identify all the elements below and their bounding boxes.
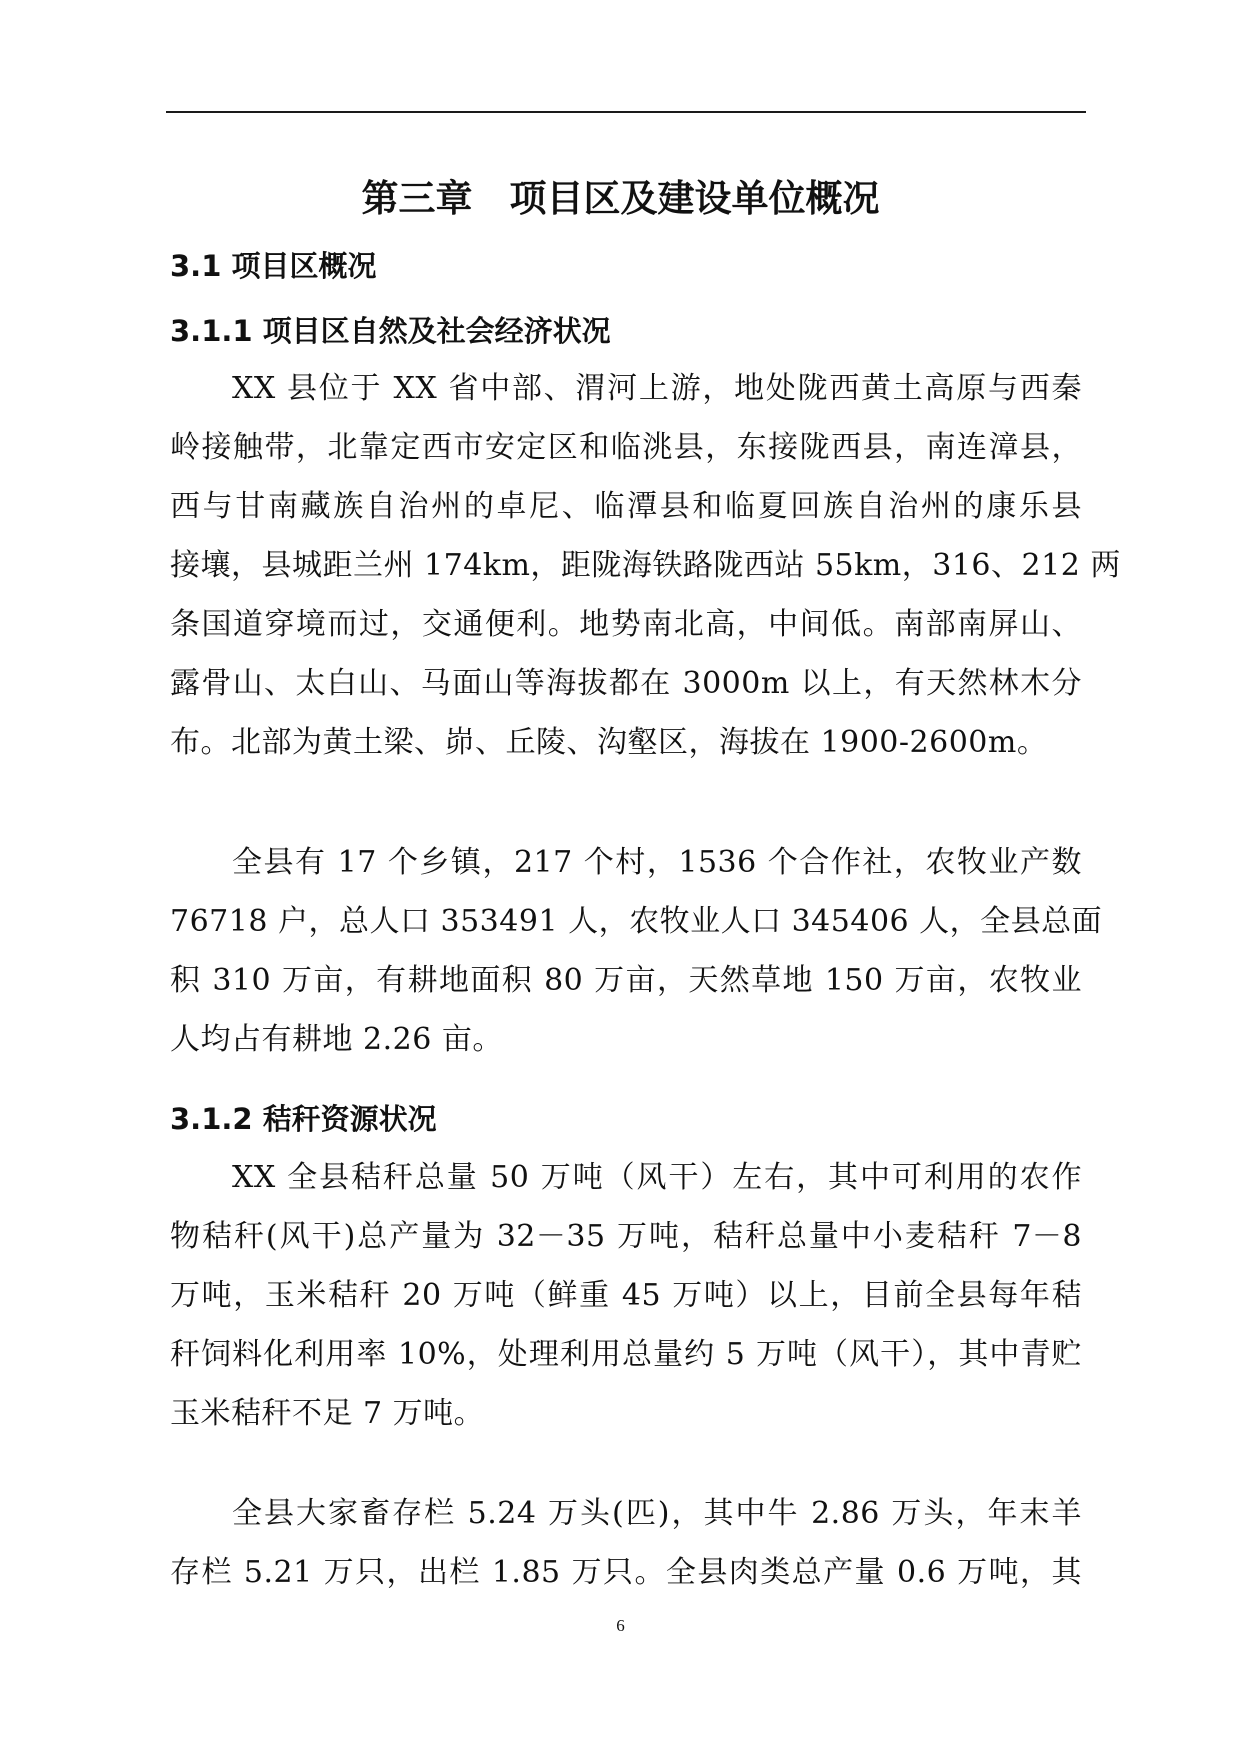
- text-line: 全县大家畜存栏 5.24 万头(匹)，其中牛 2.86 万头，年末羊: [232, 1496, 1082, 1531]
- text-line: 全县有 17 个乡镇，217 个村，1536 个合作社，农牧业产数: [232, 845, 1082, 880]
- text-line: 布。北部为黄土梁、峁、丘陵、沟壑区，海拔在 1900-2600m。: [170, 725, 1048, 760]
- paragraph-livestock: [170, 1484, 1082, 1602]
- page-number: 6: [616, 1616, 625, 1635]
- text-line: 露骨山、太白山、马面山等海拔都在 3000m 以上，有天然林木分: [170, 666, 1082, 701]
- section-heading-3-1: 3.1 项目区概况: [170, 249, 377, 283]
- header-rule: [166, 111, 1086, 113]
- text-line: 接壤，县城距兰州 174km，距陇海铁路陇西站 55km，316、212 两: [170, 548, 1121, 583]
- text-line: 物秸秆(风干)总产量为 32－35 万吨，秸秆总量中小麦秸秆 7－8: [170, 1219, 1082, 1254]
- text-line: 条国道穿境而过，交通便利。地势南北高，中间低。南部南屏山、: [170, 607, 1082, 642]
- text-line: 玉米秸秆不足 7 万吨。: [170, 1396, 485, 1431]
- text-line: 岭接触带，北靠定西市安定区和临洮县，东接陇西县，南连漳县，: [170, 430, 1082, 465]
- text-line: XX 全县秸秆总量 50 万吨（风干）左右，其中可利用的农作: [232, 1160, 1082, 1195]
- text-line: 76718 户，总人口 353491 人，农牧业人口 345406 人，全县总面: [170, 904, 1103, 939]
- text-line: 秆饲料化利用率 10%，处理利用总量约 5 万吨（风干），其中青贮: [170, 1337, 1082, 1372]
- chapter-title: 第三章 项目区及建设单位概况: [361, 177, 880, 220]
- text-line: XX 县位于 XX 省中部、渭河上游，地处陇西黄土高原与西秦: [232, 371, 1082, 406]
- text-line: 西与甘南藏族自治州的卓尼、临潭县和临夏回族自治州的康乐县: [170, 489, 1082, 524]
- paragraph-population: [170, 833, 1103, 1069]
- text-line: 人均占有耕地 2.26 亩。: [170, 1022, 503, 1057]
- paragraph-natural-social: [170, 359, 1121, 772]
- paragraph-straw-resources: [170, 1148, 1082, 1443]
- text-line: 积 310 万亩，有耕地面积 80 万亩，天然草地 150 万亩，农牧业: [170, 963, 1082, 998]
- text-line: 存栏 5.21 万只，出栏 1.85 万只。全县肉类总产量 0.6 万吨，其: [170, 1555, 1082, 1590]
- section-heading-3-1-1: 3.1.1 项目区自然及社会经济状况: [170, 314, 611, 348]
- section-heading-3-1-2: 3.1.2 秸秆资源状况: [170, 1102, 437, 1136]
- text-line: 万吨，玉米秸秆 20 万吨（鲜重 45 万吨）以上，目前全县每年秸: [170, 1278, 1082, 1313]
